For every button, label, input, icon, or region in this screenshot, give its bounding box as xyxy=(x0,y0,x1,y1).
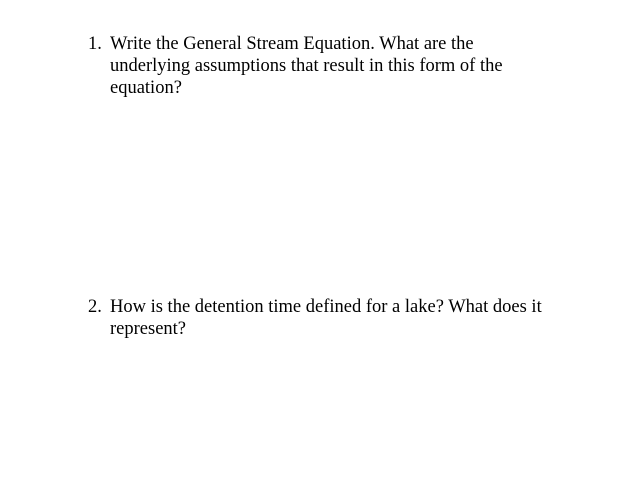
question-2-text: How is the detention time defined for a lake? What does it represent? xyxy=(110,297,542,339)
question-1-text: Write the General Stream Equation. What are the underlying assumptions that result in this form of the equation? xyxy=(110,34,503,98)
question-1-number: 1. xyxy=(88,34,102,54)
question-1 xyxy=(88,33,568,99)
question-2 xyxy=(88,296,568,340)
question-2-number: 2. xyxy=(88,297,102,317)
